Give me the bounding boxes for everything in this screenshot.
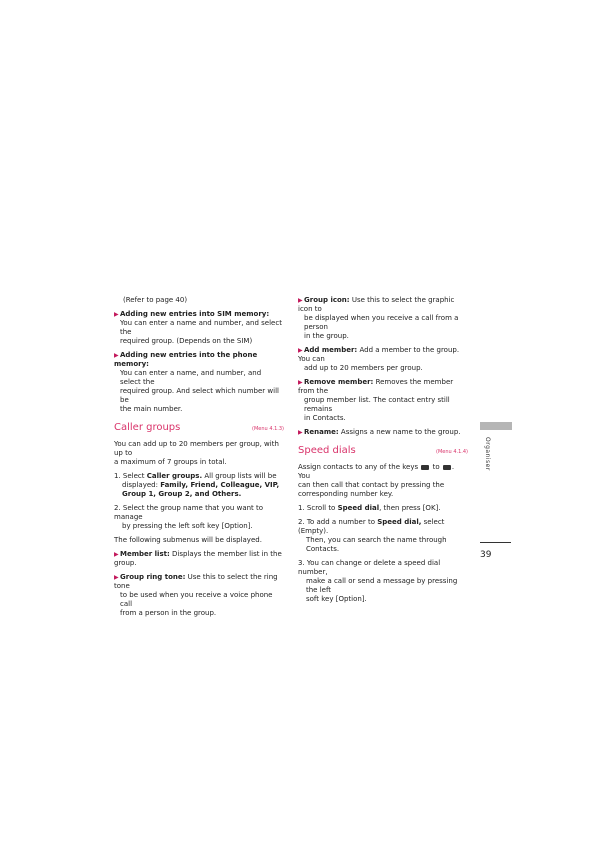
- phone-key-icon: [443, 465, 451, 470]
- item-bold: Member list:: [120, 550, 170, 558]
- page-number: 39: [480, 550, 492, 560]
- paragraph-text: to: [430, 463, 442, 471]
- sim-memory-text: required group. (Depends on the SIM): [120, 337, 253, 345]
- item-text: add up to 20 members per group.: [304, 364, 423, 372]
- triangle-bullet-icon: ▶: [298, 297, 303, 304]
- paragraph-line: can then call that contact by pressing the: [298, 481, 445, 489]
- item-text: in Contacts.: [304, 414, 346, 422]
- item-text: in the group.: [304, 332, 349, 340]
- paragraph-text: Assign contacts to any of the keys: [298, 463, 421, 471]
- step-text: , then press [OK].: [379, 504, 441, 512]
- step-text: select (Empty).: [298, 518, 445, 535]
- page-rule: [480, 542, 511, 543]
- group-ring-tone-item: [114, 573, 284, 618]
- caller-groups-menu-ref: (Menu 4.1.3): [252, 426, 284, 432]
- step-text: All group lists will be: [202, 472, 277, 480]
- speed-dials-intro: [298, 463, 468, 499]
- step-text: 2. Select the group name that you want to manage: [114, 504, 264, 521]
- item-text: from a person in the group.: [120, 609, 217, 617]
- step-text: 3. You can change or delete a speed dial number,: [298, 559, 441, 576]
- item-bold: Add member:: [304, 346, 358, 354]
- submenus-intro: The following submenus will be displayed.: [114, 536, 262, 544]
- item-text: Removes the member from the: [298, 378, 454, 395]
- speed-step-3: [298, 559, 468, 604]
- right-column: [298, 296, 468, 609]
- item-text: be displayed when you receive a call from a person: [304, 314, 459, 331]
- triangle-bullet-icon: ▶: [114, 551, 119, 558]
- triangle-bullet-icon: ▶: [298, 379, 303, 386]
- triangle-bullet-icon: ▶: [114, 574, 119, 581]
- item-text: group member list. The contact entry still remains: [304, 396, 450, 413]
- item-bold: Group ring tone:: [120, 573, 186, 581]
- group-icon-item: [298, 296, 468, 341]
- rename-item: [298, 428, 468, 437]
- member-list-item: [114, 550, 284, 568]
- section-tab: [480, 422, 512, 430]
- step-text: displayed:: [122, 481, 161, 489]
- phone-memory-item: [114, 351, 284, 414]
- item-bold: Rename:: [304, 428, 339, 436]
- speed-dials-menu-ref: (Menu 4.1.4): [436, 449, 468, 455]
- item-bold: Group icon:: [304, 296, 350, 304]
- speed-step-1: [298, 504, 468, 513]
- section-label: [478, 437, 492, 477]
- step-bold: Group 1, Group 2, and Others.: [122, 490, 242, 498]
- step-bold: Family, Friend, Colleague, VIP,: [160, 481, 280, 489]
- step-text: Then, you can search the name through Contacts.: [306, 536, 447, 553]
- item-text: Use this to select the graphic icon to: [298, 296, 455, 313]
- paragraph-text: . You: [298, 463, 455, 480]
- sim-memory-title: Adding new entries into SIM memory:: [120, 310, 270, 318]
- item-text: Add a member to the group. You can: [298, 346, 460, 363]
- item-text: to be used when you receive a voice phone call: [120, 591, 273, 608]
- phone-memory-title: Adding new entries into the phone memory:: [114, 351, 258, 368]
- caller-groups-intro: [114, 440, 284, 467]
- paragraph-line: corresponding number key.: [298, 490, 394, 498]
- step-1: [114, 472, 284, 499]
- phone-memory-text: required group. And select which number will be: [120, 387, 279, 404]
- sim-memory-text: You can enter a name and number, and select the: [120, 319, 282, 336]
- refer-note: (Refer to page 40): [123, 296, 188, 304]
- triangle-bullet-icon: ▶: [298, 429, 303, 436]
- left-column: [114, 296, 284, 623]
- step-text: 2. To add a number to: [298, 518, 378, 526]
- phone-memory-text: the main number.: [120, 405, 183, 413]
- paragraph-line: a maximum of 7 groups in total.: [114, 458, 227, 466]
- sim-memory-item: [114, 310, 284, 346]
- item-text: Displays the member list in the group.: [114, 550, 282, 567]
- item-text: Use this to select the ring tone: [114, 573, 278, 590]
- step-bold: Caller groups.: [146, 472, 203, 480]
- triangle-bullet-icon: ▶: [114, 352, 119, 359]
- item-bold: Remove member:: [304, 378, 374, 386]
- add-member-item: [298, 346, 468, 373]
- speed-dials-title: Speed dials: [298, 445, 356, 456]
- speed-step-2: [298, 518, 468, 554]
- paragraph-line: You can add up to 20 members per group, with up to: [114, 440, 279, 457]
- step-bold: Speed dial,: [377, 518, 422, 526]
- step-text: by pressing the left soft key [Option].: [122, 522, 253, 530]
- phone-key-icon: [421, 465, 429, 470]
- speed-dials-header: [298, 445, 468, 457]
- step-text: make a call or send a message by pressing the left: [306, 577, 458, 594]
- remove-member-item: [298, 378, 468, 423]
- step-text: soft key [Option].: [306, 595, 367, 603]
- section-label-text: Organiser: [484, 437, 491, 471]
- item-text: Assigns a new name to the group.: [338, 428, 461, 436]
- caller-groups-header: [114, 422, 284, 434]
- triangle-bullet-icon: ▶: [114, 311, 119, 318]
- step-text: 1. Scroll to: [298, 504, 338, 512]
- triangle-bullet-icon: ▶: [298, 347, 303, 354]
- step-text: 1. Select: [114, 472, 147, 480]
- step-2: [114, 504, 284, 531]
- caller-groups-title: Caller groups: [114, 422, 181, 433]
- phone-memory-text: You can enter a name, and number, and select the: [120, 369, 262, 386]
- step-bold: Speed dial: [337, 504, 380, 512]
